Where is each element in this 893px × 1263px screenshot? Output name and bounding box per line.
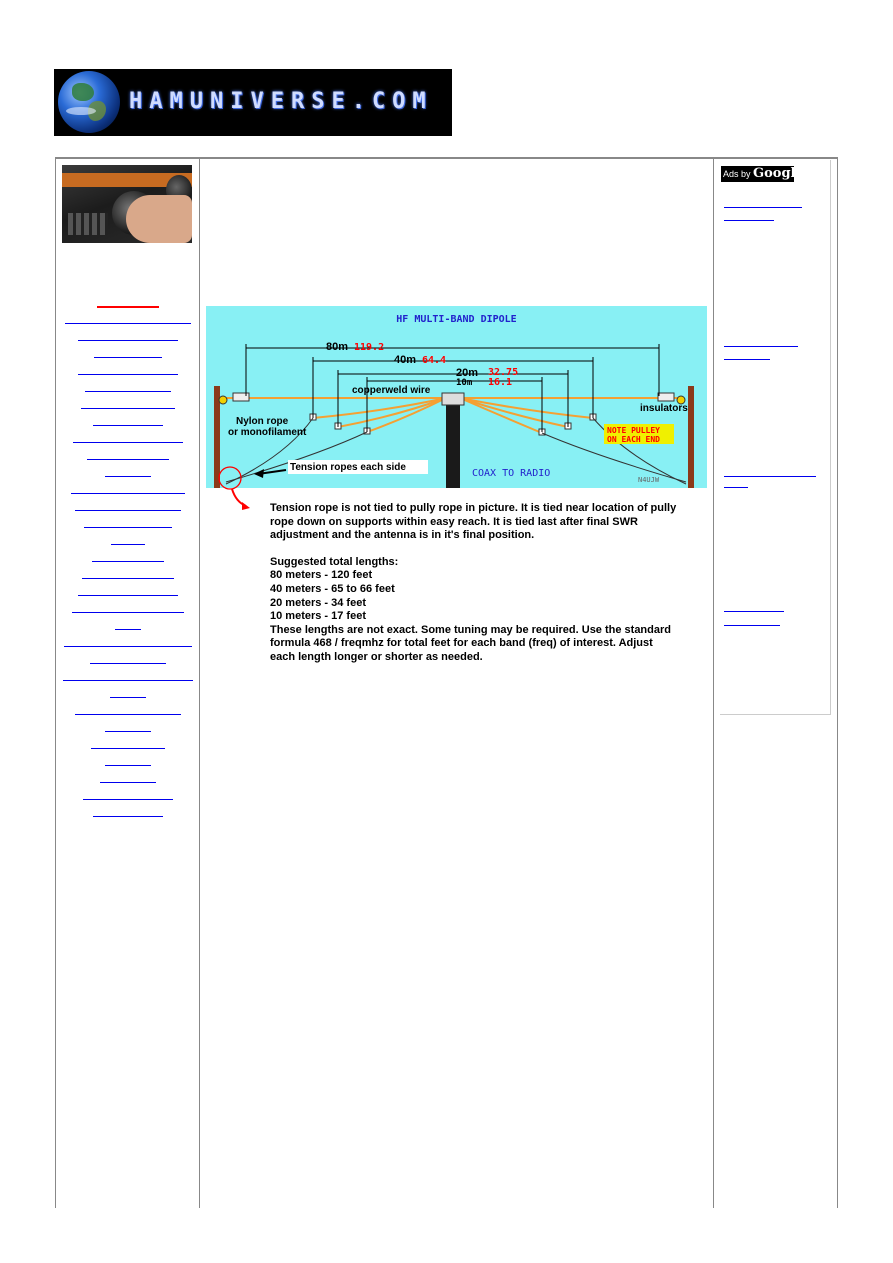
sidebar-link[interactable] — [83, 788, 173, 800]
sidebar-link[interactable] — [78, 584, 178, 596]
wire-10m-left — [367, 398, 446, 432]
divider — [713, 157, 714, 1208]
ad-link[interactable] — [724, 220, 774, 221]
divider — [199, 157, 200, 1208]
ad-column — [720, 160, 831, 715]
sidebar-link[interactable] — [105, 465, 151, 477]
ad-link[interactable] — [724, 476, 816, 477]
sidebar-link[interactable] — [73, 431, 183, 443]
sidebar-link[interactable] — [105, 720, 151, 732]
sidebar-link[interactable] — [115, 618, 141, 630]
sidebar-link[interactable] — [72, 601, 184, 613]
pulley-note: NOTE PULLEY — [607, 426, 660, 435]
sidebar-link[interactable] — [78, 329, 178, 341]
sidebar-link[interactable] — [65, 312, 191, 324]
sidebar-link[interactable] — [110, 686, 146, 698]
tuning-note: These lengths are not exact. Some tuning may be required. Use the standard formula 468 / freqmhz for total feet for each band (freq) of interest. Adjust each length longer or shorter as needed. — [270, 623, 671, 663]
length-80m: 80 meters - 120 feet — [270, 569, 373, 582]
pulley-note-2: ON EACH END — [607, 435, 660, 444]
insulators-label: insulators — [640, 403, 688, 414]
coax-label: COAX TO RADIO — [472, 468, 551, 479]
sidebar-link[interactable] — [94, 346, 162, 358]
sidebar-link[interactable] — [85, 380, 171, 392]
sidebar-link[interactable] — [93, 805, 163, 817]
coax-cable — [446, 402, 460, 488]
sidebar-link[interactable] — [97, 295, 159, 308]
ads-by-google-badge[interactable] — [721, 166, 804, 182]
ad-link[interactable] — [724, 611, 784, 612]
band-label: 80m — [326, 341, 349, 353]
sidebar-link[interactable] — [71, 482, 185, 494]
right-pole — [688, 386, 694, 488]
divider — [55, 157, 56, 1208]
band-label: 20m — [456, 367, 479, 379]
insulator — [233, 393, 249, 401]
length-20m: 20 meters - 34 feet — [270, 596, 366, 609]
ad-link[interactable] — [724, 359, 770, 360]
sidebar-link[interactable] — [87, 448, 169, 460]
tension-note: Tension rope is not tied to pully rope in picture. It is tied near location of pully rope down on supports within easy reach. It is tied last after final SWR adjustment and the antenna is in it's final position. — [270, 502, 677, 542]
wire-label: copperweld wire — [352, 385, 431, 396]
sidebar-link[interactable] — [92, 550, 164, 562]
rope-label: Nylon rope — [236, 416, 289, 427]
pulley-left — [219, 396, 227, 404]
google-logo: Google — [753, 166, 804, 181]
sidebar-link[interactable] — [105, 754, 151, 766]
sidebar-link[interactable] — [93, 414, 163, 426]
length-40m: 40 meters - 65 to 66 feet — [270, 582, 395, 595]
ad-link[interactable] — [724, 487, 748, 488]
sidebar-link[interactable] — [75, 499, 181, 511]
sidebar-link[interactable] — [84, 516, 172, 528]
diagram-title: HF MULTI-BAND DIPOLE — [396, 314, 517, 325]
sidebar-link[interactable] — [90, 652, 166, 664]
callout-marker — [218, 466, 258, 512]
sidebar-link[interactable] — [82, 567, 174, 579]
sidebar-nav — [57, 295, 198, 822]
antenna-notes — [270, 502, 680, 665]
length-10m: 10 meters - 17 feet — [270, 610, 366, 623]
ads-badge-prefix: Ads by — [723, 169, 751, 179]
tension-label: Tension ropes each side — [290, 462, 406, 473]
band-label: 40m — [394, 354, 417, 366]
sidebar-link[interactable] — [91, 737, 165, 749]
site-banner[interactable] — [54, 69, 452, 136]
wire-40m-right — [460, 398, 593, 418]
sidebar-link[interactable] — [63, 669, 193, 681]
divider — [837, 157, 838, 1208]
sidebar-link[interactable] — [64, 635, 192, 647]
ad-link[interactable] — [724, 625, 780, 626]
band-value: 119.2 — [354, 342, 385, 353]
band-value: 32.75 — [488, 367, 519, 378]
callsign: N4UJW — [638, 476, 660, 484]
sidebar-link[interactable] — [111, 533, 145, 545]
globe-icon — [58, 71, 120, 133]
site-logo-text: HAMUNIVERSE.COM — [129, 89, 433, 114]
band-value: 64.4 — [422, 355, 447, 366]
lengths-heading: Suggested total lengths: — [270, 555, 399, 568]
insulator — [658, 393, 674, 401]
center-insulator — [442, 393, 464, 405]
sidebar-link[interactable] — [75, 703, 181, 715]
sidebar-link[interactable] — [81, 397, 175, 409]
diagram-drawing — [206, 306, 707, 488]
ad-link[interactable] — [724, 207, 802, 208]
band-label: 10m — [456, 378, 473, 388]
sidebar-link[interactable] — [100, 771, 156, 783]
sidebar-link[interactable] — [78, 363, 178, 375]
band-value: 16.1 — [488, 377, 513, 388]
ad-link[interactable] — [724, 346, 798, 347]
dipole-diagram — [206, 306, 707, 488]
rope-label-2: or monofilament — [228, 427, 307, 438]
radio-photo — [62, 165, 192, 243]
wire-10m-right — [460, 398, 542, 433]
